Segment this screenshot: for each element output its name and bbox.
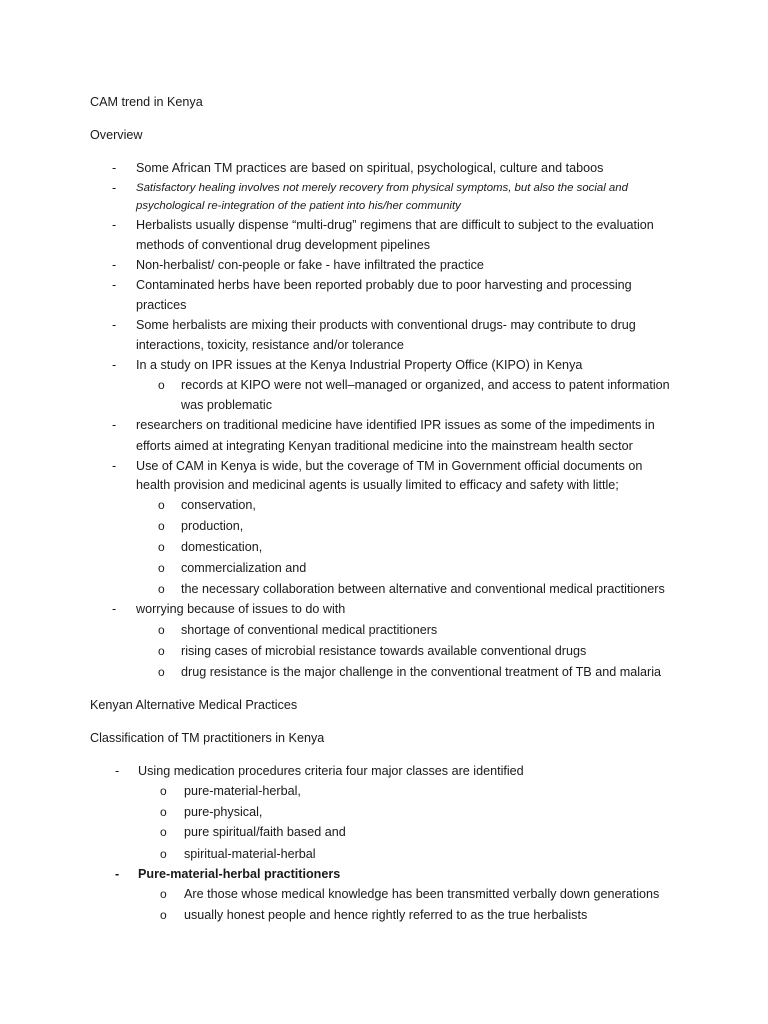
bullet-dash: - xyxy=(112,459,117,473)
sub-bullet-text: production, xyxy=(181,519,244,533)
sub-bullet-text: shortage of conventional medical practitioners xyxy=(181,623,438,637)
sub-bullet-text-cont: was problematic xyxy=(181,398,272,412)
sub-bullet-circle: o xyxy=(160,887,167,901)
sub-bullet-circle: o xyxy=(160,847,167,861)
bullet-text-cont: interactions, toxicity, resistance and/or tolerance xyxy=(136,338,404,352)
sub-bullet-circle: o xyxy=(158,665,165,679)
sub-bullet-circle: o xyxy=(160,908,167,922)
bullet-text: In a study on IPR issues at the Kenya Industrial Property Office (KIPO) in Kenya xyxy=(136,358,583,372)
bullet-text: Use of CAM in Kenya is wide, but the coverage of TM in Government official documents on xyxy=(136,459,643,473)
overview-heading: Overview xyxy=(90,128,143,142)
bullet-text-cont: practices xyxy=(136,298,187,312)
sub-bullet-text: commercialization and xyxy=(181,561,307,575)
bullet-text-cont: efforts aimed at integrating Kenyan traditional medicine into the mainstream health sector xyxy=(136,439,633,453)
sub-bullet-circle: o xyxy=(158,498,165,512)
sub-bullet-text: records at KIPO were not well–managed or organized, and access to patent information xyxy=(181,378,670,392)
sub-bullet-circle: o xyxy=(158,644,165,658)
sub-bullet-circle: o xyxy=(158,561,165,575)
bullet-text: Contaminated herbs have been reported probably due to poor harvesting and processing xyxy=(136,278,632,292)
bullet-dash: - xyxy=(115,764,120,778)
bullet-dash: - xyxy=(112,418,117,432)
bullet-dash: - xyxy=(112,218,117,232)
bullet-text: Some herbalists are mixing their products with conventional drugs- may contribute to drug xyxy=(136,318,636,332)
bullet-text: Satisfactory healing involves not merely recovery from physical symptoms, but also the social and xyxy=(136,182,628,194)
bullet-dash: - xyxy=(115,867,120,881)
bullet-text-cont: methods of conventional drug development pipelines xyxy=(136,238,431,252)
bullet-text-cont: health provision and medicinal agents is usually limited to efficacy and safety with little; xyxy=(136,478,619,492)
sub-bullet-text: domestication, xyxy=(181,540,263,554)
bullet-text: Herbalists usually dispense “multi-drug” regimens that are difficult to subject to the evaluation xyxy=(136,218,654,232)
sub-bullet-circle: o xyxy=(160,825,167,839)
document-title: CAM trend in Kenya xyxy=(90,95,203,109)
bullet-text: Using medication procedures criteria four major classes are identified xyxy=(138,764,524,778)
bullet-text: Some African TM practices are based on spiritual, psychological, culture and taboos xyxy=(136,161,604,175)
bullet-dash: - xyxy=(112,358,117,372)
sub-bullet-text: pure-material-herbal, xyxy=(184,784,301,798)
sub-bullet-circle: o xyxy=(158,582,165,596)
sub-bullet-circle: o xyxy=(158,623,165,637)
sub-bullet-text: pure-physical, xyxy=(184,805,263,819)
sub-bullet-text: conservation, xyxy=(181,498,256,512)
sub-bullet-text: pure spiritual/faith based and xyxy=(184,825,346,839)
sub-bullet-circle: o xyxy=(160,784,167,798)
bullet-text: Non-herbalist/ con-people or fake - have infiltrated the practice xyxy=(136,258,484,272)
sub-bullet-text: usually honest people and hence rightly referred to as the true herbalists xyxy=(184,908,588,922)
bullet-text-cont: psychological re-integration of the patient into his/her community xyxy=(136,200,461,212)
sub-bullet-text: the necessary collaboration between alternative and conventional medical practitioners xyxy=(181,582,665,596)
bullet-dash: - xyxy=(112,258,117,272)
sub-bullet-circle: o xyxy=(158,540,165,554)
sub-bullet-circle: o xyxy=(158,519,165,533)
sub-bullet-text: spiritual-material-herbal xyxy=(184,847,316,861)
bullet-dash: - xyxy=(112,318,117,332)
bullet-dash: - xyxy=(112,161,117,175)
sub-bullet-text: drug resistance is the major challenge in the conventional treatment of TB and malaria xyxy=(181,665,661,679)
bullet-dash: - xyxy=(112,181,117,195)
section-heading-classification: Classification of TM practitioners in Kenya xyxy=(90,731,325,745)
bullet-text: researchers on traditional medicine have identified IPR issues as some of the impediments in xyxy=(136,418,655,432)
bullet-dash: - xyxy=(112,602,117,616)
sub-bullet-circle: o xyxy=(160,805,167,819)
sub-bullet-circle: o xyxy=(158,378,165,392)
bullet-text: worrying because of issues to do with xyxy=(136,602,346,616)
sub-bullet-text: Are those whose medical knowledge has been transmitted verbally down generations xyxy=(184,887,660,901)
bullet-text-bold: Pure-material-herbal practitioners xyxy=(138,867,341,881)
sub-bullet-text: rising cases of microbial resistance towards available conventional drugs xyxy=(181,644,587,658)
section-heading-practices: Kenyan Alternative Medical Practices xyxy=(90,698,298,712)
bullet-dash: - xyxy=(112,278,117,292)
